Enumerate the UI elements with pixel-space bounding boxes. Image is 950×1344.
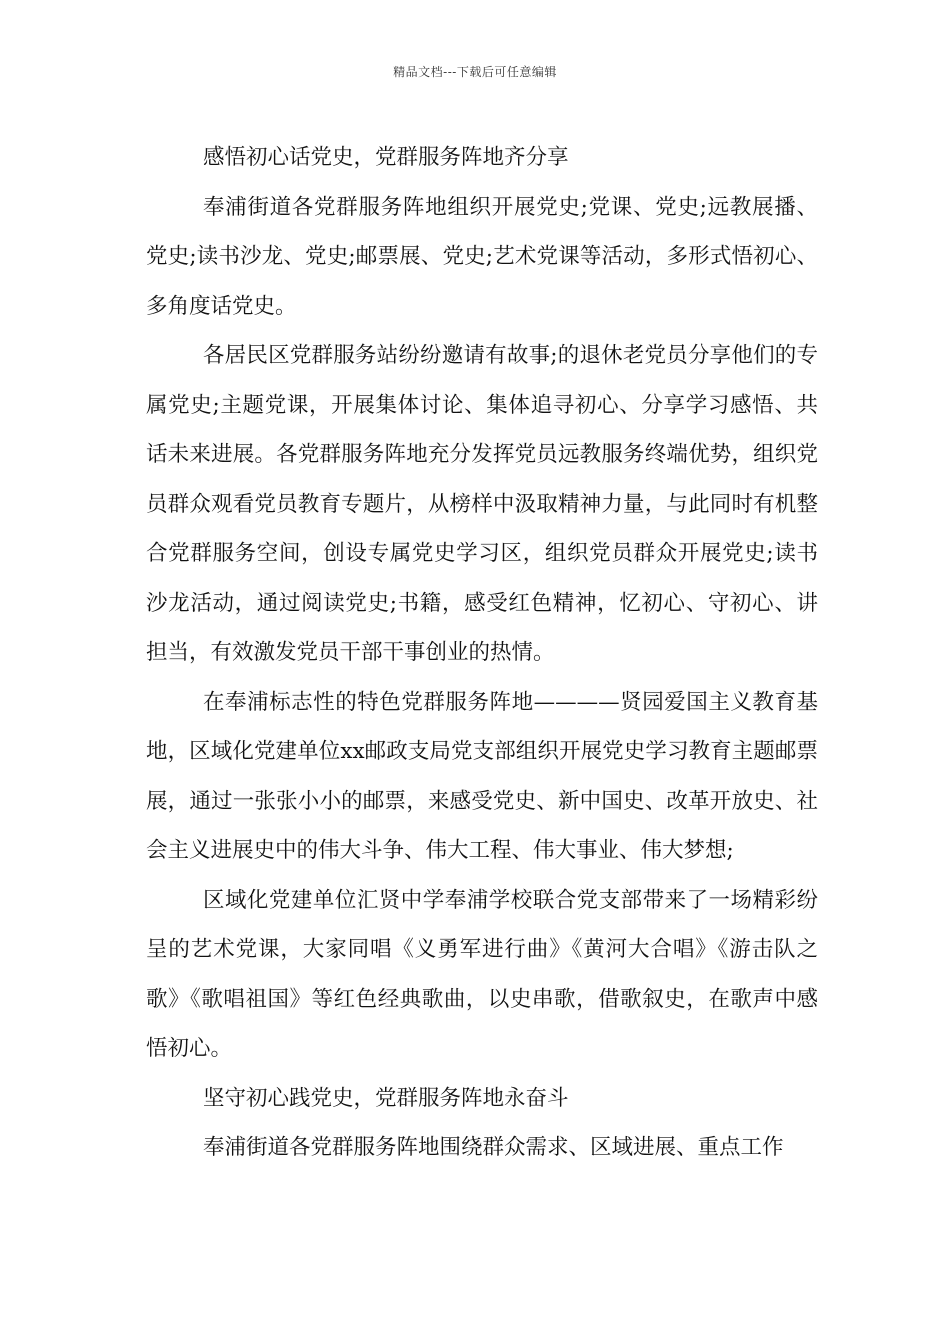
paragraph: 奉浦街道各党群服务阵地围绕群众需求、区域进展、重点工作 — [202, 1135, 784, 1160]
section-heading: 坚守初心践党史，党群服务阵地永奋斗 — [202, 1085, 569, 1111]
paragraph: 在奉浦标志性的特色党群服务阵地————贤园爱国主义教育基地，区域化党建单位xx邮政支局党支部组织开展党史学习教育主题邮票展，通过一张张小小的邮票，来感受党史、新中国史、改革开放史、社会主义进展史中的伟大斗争、伟大工程、伟大事业、伟大梦想; — [146, 689, 818, 863]
paragraph: 各居民区党群服务站纷纷邀请有故事;的退休老党员分享他们的专属党史;主题党课，开展集体讨论、集体追寻初心、分享学习感悟、共话未来进展。各党群服务阵地充分发挥党员远教服务终端优势，组织党员群众观看党员教育专题片，从榜样中汲取精神力量，与此同时有机整合党群服务空间，创设专属党史学习区，组织党员群众开展党史;读书沙龙活动，通过阅读党史;书籍，感受红色精神，忆初心、守初心、讲担当，有效激发党员干部干事创业的热情。 — [146, 343, 818, 665]
section-heading: 感悟初心话党史，党群服务阵地齐分享 — [202, 145, 569, 170]
page-header: 精品文档---下载后可任意编辑 — [393, 65, 557, 79]
paragraph: 区域化党建单位汇贤中学奉浦学校联合党支部带来了一场精彩纷呈的艺术党课，大家同唱《义勇军进行曲》《黄河大合唱》《游击队之歌》《歌唱祖国》等红色经典歌曲，以史串歌，借歌叙史，在歌声中感悟初心。 — [146, 887, 818, 1061]
paragraph: 奉浦街道各党群服务阵地组织开展党史;党课、党史;远教展播、党史;读书沙龙、党史;邮票展、党史;艺术党课等活动，多形式悟初心、多角度话党史。 — [146, 194, 818, 319]
document-body — [146, 133, 818, 1173]
